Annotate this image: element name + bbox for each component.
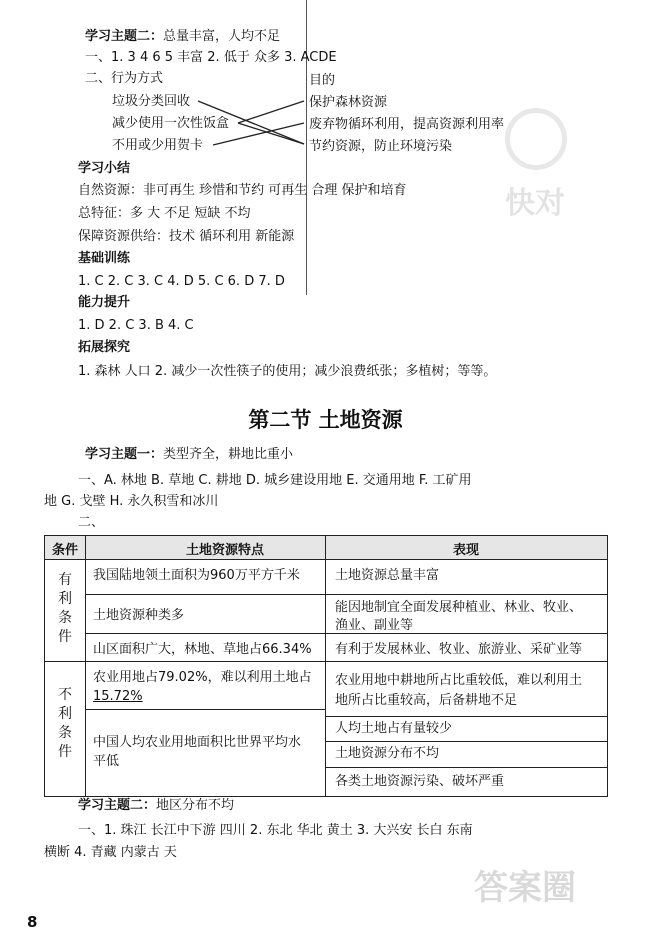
group-unfavorable: 不利条件 (58, 687, 72, 760)
feature-area: 我国陆地领土面积为960万平方千米 (93, 568, 300, 583)
basic-training-answers: 1. C 2. C 3. C 4. D 5. C 6. D 7. D (78, 274, 285, 289)
feature-agri-a: 农业用地占79.02%，难以利用土地占 (93, 670, 312, 685)
match-right-item-2: 废弃物循环利用，提高资源利用率 (309, 117, 505, 132)
perf-diverse-b: 渔业、副业等 (335, 618, 414, 633)
feature-percapita-b: 平低 (93, 754, 120, 769)
region-answers-line-2: 横断 4. 青藏 内蒙古 天 (44, 845, 177, 860)
group-favorable: 有利条件 (58, 572, 72, 645)
match-left-item-1: 垃圾分类回收 (112, 94, 191, 109)
match-right-item-1: 保护森林资源 (309, 95, 388, 110)
feature-types: 土地资源种类多 (93, 608, 185, 623)
section-title: 第二节 土地资源 (248, 407, 403, 432)
answer-line-q1: 一、1. 3 4 6 5 丰富 2. 低于 众多 3. ACDE (85, 50, 337, 65)
match-left-item-3: 不用或少用贺卡 (112, 138, 204, 153)
part-two-label: 二、 (78, 515, 105, 530)
perf-diverse-a: 能因地制宜全面发展种植业、林业、牧业、 (335, 600, 583, 615)
match-line-1 (198, 101, 304, 144)
table-header-condition: 条件 (51, 543, 78, 558)
perf-total: 土地资源总量丰富 (335, 568, 440, 583)
land-types-line-2: 地 G. 戈壁 H. 永久积雪和冰川 (44, 494, 219, 509)
theme2-heading: 学习主题二：总量丰富，人均不足 (85, 29, 281, 44)
ability-answers: 1. D 2. C 3. B 4. C (78, 318, 194, 333)
page-number: 8 (27, 913, 38, 931)
feature-percapita-a: 中国人均农业用地面积比世界平均水 (93, 735, 302, 750)
answer-line-q2: 二、行为方式 (85, 71, 164, 86)
perf-distribution: 土地资源分布不均 (335, 746, 440, 761)
perf-percapita: 人均土地占有量较少 (335, 721, 453, 736)
feature-mountain: 山区面积广大，林地、草地占66.34% (93, 642, 312, 657)
land-types-line-1: 一、A. 林地 B. 草地 C. 耕地 D. 城乡建设用地 E. 交通用地 F. 工矿用 (78, 473, 472, 488)
match-right-item-3: 节约资源，防止环境污染 (309, 139, 453, 154)
region-answers-line-1: 一、1. 珠江 长江中下游 四川 2. 东北 华北 黄土 3. 大兴安 长白 东南 (78, 823, 473, 838)
match-left-item-2: 减少使用一次性饭盒 (112, 116, 230, 131)
table-header-performance: 表现 (452, 543, 479, 558)
summary-line-3: 保障资源供给：技术 循环利用 新能源 (78, 229, 295, 244)
match-line-2 (238, 101, 304, 123)
match-right-head: 目的 (309, 73, 336, 88)
theme2-region-heading: 学习主题二：地区分布不均 (78, 798, 235, 813)
watermark-mxqe-logo: 答案圈 (474, 868, 576, 908)
table-header-feature: 土地资源特点 (185, 543, 264, 558)
ability-title: 能力提升 (78, 295, 131, 310)
perf-cropland-b: 地所占比重较高，后备耕地不足 (335, 693, 518, 708)
summary-line-1: 自然资源：非可再生 珍惜和节约 可再生 合理 保护和培育 (78, 183, 407, 198)
explore-title: 拓展探究 (78, 340, 131, 355)
perf-cropland-a: 农业用地中耕地所占比重较低，难以利用土 (335, 673, 583, 688)
feature-agri-b: 15.72% (93, 689, 143, 704)
summary-title: 学习小结 (78, 161, 131, 176)
match-line-4 (238, 123, 304, 144)
land-resource-table (44, 535, 608, 797)
theme1-heading: 学习主题一：类型齐全，耕地比重小 (85, 447, 294, 462)
basic-training-title: 基础训练 (78, 251, 131, 266)
summary-line-2: 总特征：多 大 不足 短缺 不均 (78, 206, 251, 221)
perf-pollution: 各类土地资源污染、破坏严重 (335, 774, 505, 789)
explore-answers: 1. 森林 人口 2. 减少一次性筷子的使用；减少浪费纸张；多植树；等等。 (78, 364, 497, 379)
match-line-3 (213, 123, 304, 145)
perf-forestry: 有利于发展林业、牧业、旅游业、采矿业等 (335, 642, 583, 657)
watermark-kuaidui: 快对 (505, 186, 565, 221)
